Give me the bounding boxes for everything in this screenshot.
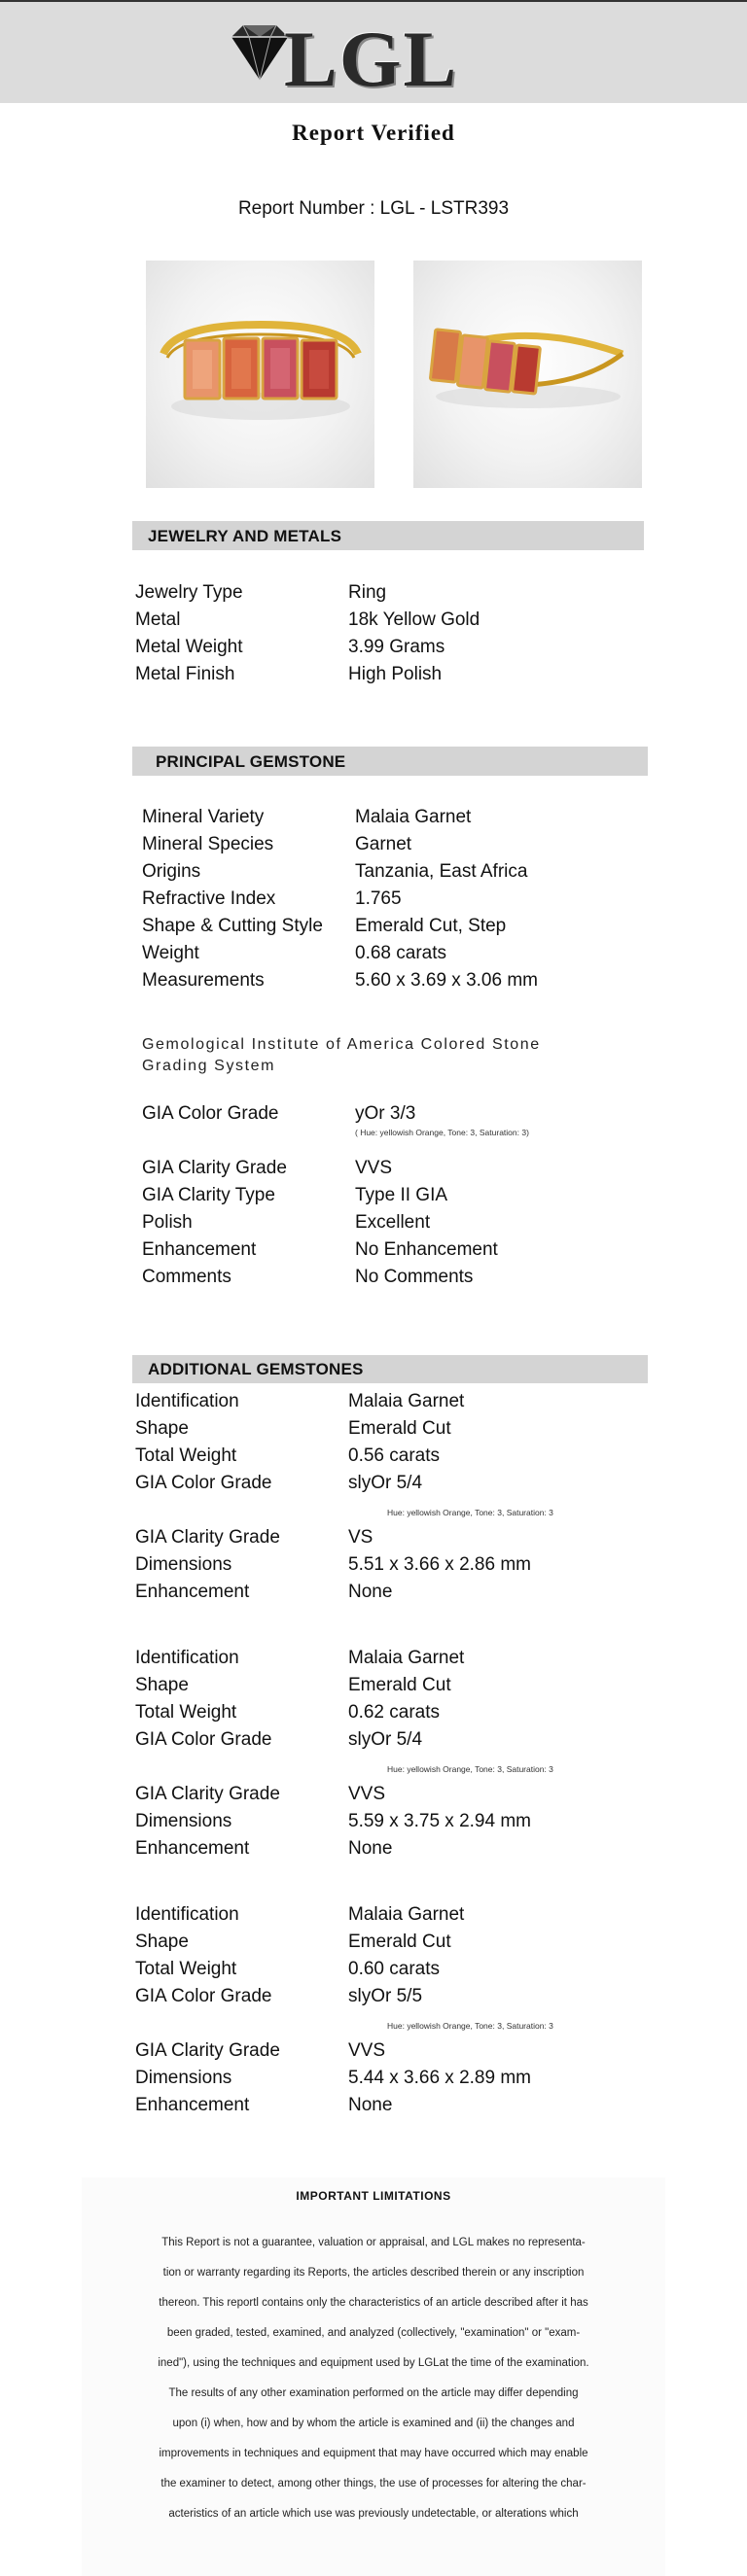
label-dimensions: Dimensions	[135, 1811, 232, 1831]
page-title: Report Verified	[292, 121, 455, 145]
label-dimensions: Dimensions	[135, 1554, 232, 1575]
header-bar	[0, 0, 747, 103]
value-dimensions: 5.44 x 3.66 x 2.89 mm	[348, 2068, 531, 2088]
label-refractive-index: Refractive Index	[142, 888, 276, 909]
value-clarity-grade: VVS	[348, 2040, 386, 2061]
limitations-line: upon (i) when, how and by whom the article is examined and (ii) the changes and	[172, 2418, 575, 2429]
value-jewelry-type: Ring	[348, 582, 387, 603]
label-polish: Polish	[142, 1212, 193, 1233]
value-origins: Tanzania, East Africa	[355, 861, 528, 882]
label-color-grade: GIA Color Grade	[135, 1473, 272, 1493]
value-total-weight: 0.60 carats	[348, 1959, 440, 1979]
value-color-grade: slyOr 5/4	[348, 1729, 423, 1750]
value-shape: Emerald Cut	[348, 1932, 451, 1952]
value-enhancement: No Enhancement	[355, 1239, 498, 1260]
label-enhancement: Enhancement	[142, 1239, 257, 1260]
label-shape: Shape	[135, 1675, 189, 1695]
limitations-line: ined"), using the techniques and equipment used by LGLat the time of the examination.	[158, 2357, 589, 2369]
section-heading: ADDITIONAL GEMSTONES	[148, 1360, 364, 1378]
value-mineral-species: Garnet	[355, 834, 412, 854]
lgl-logo[interactable]	[226, 15, 479, 103]
value-clarity-grade: VVS	[355, 1158, 393, 1178]
value-shape: Emerald Cut	[348, 1675, 451, 1695]
value-polish: Excellent	[355, 1212, 431, 1233]
value-weight: 0.68 carats	[355, 943, 446, 963]
limitations-line: been graded, tested, examined, and analyzed (collectively, "examination" or "exam-	[166, 2327, 581, 2339]
section-jewelry-metals	[132, 521, 644, 550]
report-number: Report Number : LGL - LSTR393	[237, 198, 510, 219]
limitations-line: This Report is not a guarantee, valuation or appraisal, and LGL makes no representa-	[161, 2237, 586, 2248]
additional-stone-1	[135, 1388, 641, 1602]
section-heading: JEWELRY AND METALS	[148, 527, 342, 545]
jewelry-details	[135, 579, 622, 688]
logo-text: LGL	[284, 15, 459, 103]
label-shape: Shape	[135, 1418, 189, 1439]
value-identification: Malaia Garnet	[348, 1391, 465, 1411]
value-shape-cutting: Emerald Cut, Step	[355, 916, 507, 936]
limitations-line: thereon. This reportl contains only the characteristics of an article described after it has	[159, 2297, 588, 2309]
section-heading: PRINCIPAL GEMSTONE	[156, 752, 346, 771]
label-clarity-grade: GIA Clarity Grade	[135, 2040, 280, 2061]
value-comments: No Comments	[355, 1267, 474, 1287]
value-enhancement: None	[348, 2095, 393, 2115]
label-dimensions: Dimensions	[135, 2068, 232, 2088]
additional-stone-2	[135, 1645, 641, 1859]
limitations-line: acteristics of an article which use was previously undetectable, or alterations which	[168, 2508, 579, 2520]
value-refractive-index: 1.765	[355, 888, 402, 909]
label-measurements: Measurements	[142, 970, 265, 991]
label-identification: Identification	[135, 1391, 239, 1411]
label-clarity-grade: GIA Clarity Grade	[135, 1784, 280, 1804]
label-clarity-grade: GIA Clarity Grade	[135, 1527, 280, 1548]
limitations-line: the examiner to detect, among other things, the use of processes for altering the char-	[160, 2478, 587, 2489]
limitations-line: The results of any other examination performed on the article may differ depending	[168, 2387, 579, 2399]
label-clarity-type: GIA Clarity Type	[142, 1185, 275, 1205]
value-enhancement: None	[348, 1582, 393, 1602]
ring-photo-front	[146, 261, 374, 488]
label-color-grade: GIA Color Grade	[135, 1986, 272, 2006]
section-additional-gemstones	[132, 1355, 648, 1383]
value-color-grade: slyOr 5/5	[348, 1986, 423, 2006]
label-shape-cutting: Shape & Cutting Style	[142, 916, 323, 936]
value-identification: Malaia Garnet	[348, 1904, 465, 1925]
value-measurements: 5.60 x 3.69 x 3.06 mm	[355, 970, 538, 991]
value-clarity-type: Type II GIA	[355, 1185, 448, 1205]
limitations-text	[103, 2228, 644, 2529]
label-metal: Metal	[135, 609, 181, 630]
label-identification: Identification	[135, 1904, 239, 1925]
label-mineral-species: Mineral Species	[142, 834, 274, 854]
value-enhancement: None	[348, 1838, 393, 1859]
value-clarity-grade: VS	[348, 1527, 374, 1548]
ring-photo-angle	[413, 261, 642, 488]
label-total-weight: Total Weight	[135, 1702, 237, 1723]
label-identification: Identification	[135, 1648, 239, 1668]
color-grade-note: Hue: yellowish Orange, Tone: 3, Saturation: 3	[387, 1764, 553, 1774]
label-comments: Comments	[142, 1267, 231, 1287]
color-grade-note: Hue: yellowish Orange, Tone: 3, Saturation: 3	[387, 1508, 553, 1517]
limitations-heading: IMPORTANT LIMITATIONS	[296, 2189, 451, 2203]
important-limitations	[82, 2177, 665, 2576]
principal-details-2	[142, 1155, 628, 1291]
value-metal: 18k Yellow Gold	[348, 609, 480, 630]
label-metal-finish: Metal Finish	[135, 664, 235, 684]
grading-system-text: Gemological Institute of America Colored Stone Grading System	[142, 1036, 541, 1074]
label-color-grade: GIA Color Grade	[142, 1103, 279, 1124]
section-principal-gemstone	[132, 747, 648, 776]
label-weight: Weight	[142, 943, 199, 963]
color-grade-note: ( Hue: yellowish Orange, Tone: 3, Saturation: 3)	[355, 1128, 529, 1137]
limitations-line: tion or warranty regarding its Reports, the articles described therein or any inscription	[162, 2267, 585, 2279]
value-total-weight: 0.62 carats	[348, 1702, 440, 1723]
principal-details	[142, 804, 628, 994]
label-total-weight: Total Weight	[135, 1959, 237, 1979]
value-metal-weight: 3.99 Grams	[348, 637, 445, 657]
value-dimensions: 5.51 x 3.66 x 2.86 mm	[348, 1554, 531, 1575]
color-grade-note: Hue: yellowish Orange, Tone: 3, Saturation: 3	[387, 2021, 553, 2031]
label-mineral-variety: Mineral Variety	[142, 807, 265, 827]
label-enhancement: Enhancement	[135, 1582, 250, 1602]
label-total-weight: Total Weight	[135, 1445, 237, 1466]
value-color-grade: slyOr 5/4	[348, 1473, 423, 1493]
value-identification: Malaia Garnet	[348, 1648, 465, 1668]
label-origins: Origins	[142, 861, 201, 882]
label-shape: Shape	[135, 1932, 189, 1952]
additional-stone-3	[135, 1901, 641, 2115]
limitations-line: improvements in techniques and equipment that may have occurred which may enable	[159, 2448, 588, 2459]
value-dimensions: 5.59 x 3.75 x 2.94 mm	[348, 1811, 531, 1831]
label-clarity-grade: GIA Clarity Grade	[142, 1158, 287, 1178]
label-metal-weight: Metal Weight	[135, 637, 243, 657]
label-enhancement: Enhancement	[135, 1838, 250, 1859]
label-color-grade: GIA Color Grade	[135, 1729, 272, 1750]
value-total-weight: 0.56 carats	[348, 1445, 440, 1466]
value-shape: Emerald Cut	[348, 1418, 451, 1439]
value-clarity-grade: VVS	[348, 1784, 386, 1804]
label-jewelry-type: Jewelry Type	[135, 582, 243, 603]
label-enhancement: Enhancement	[135, 2095, 250, 2115]
value-color-grade: yOr 3/3	[355, 1103, 416, 1124]
value-metal-finish: High Polish	[348, 664, 443, 684]
value-mineral-variety: Malaia Garnet	[355, 807, 472, 827]
